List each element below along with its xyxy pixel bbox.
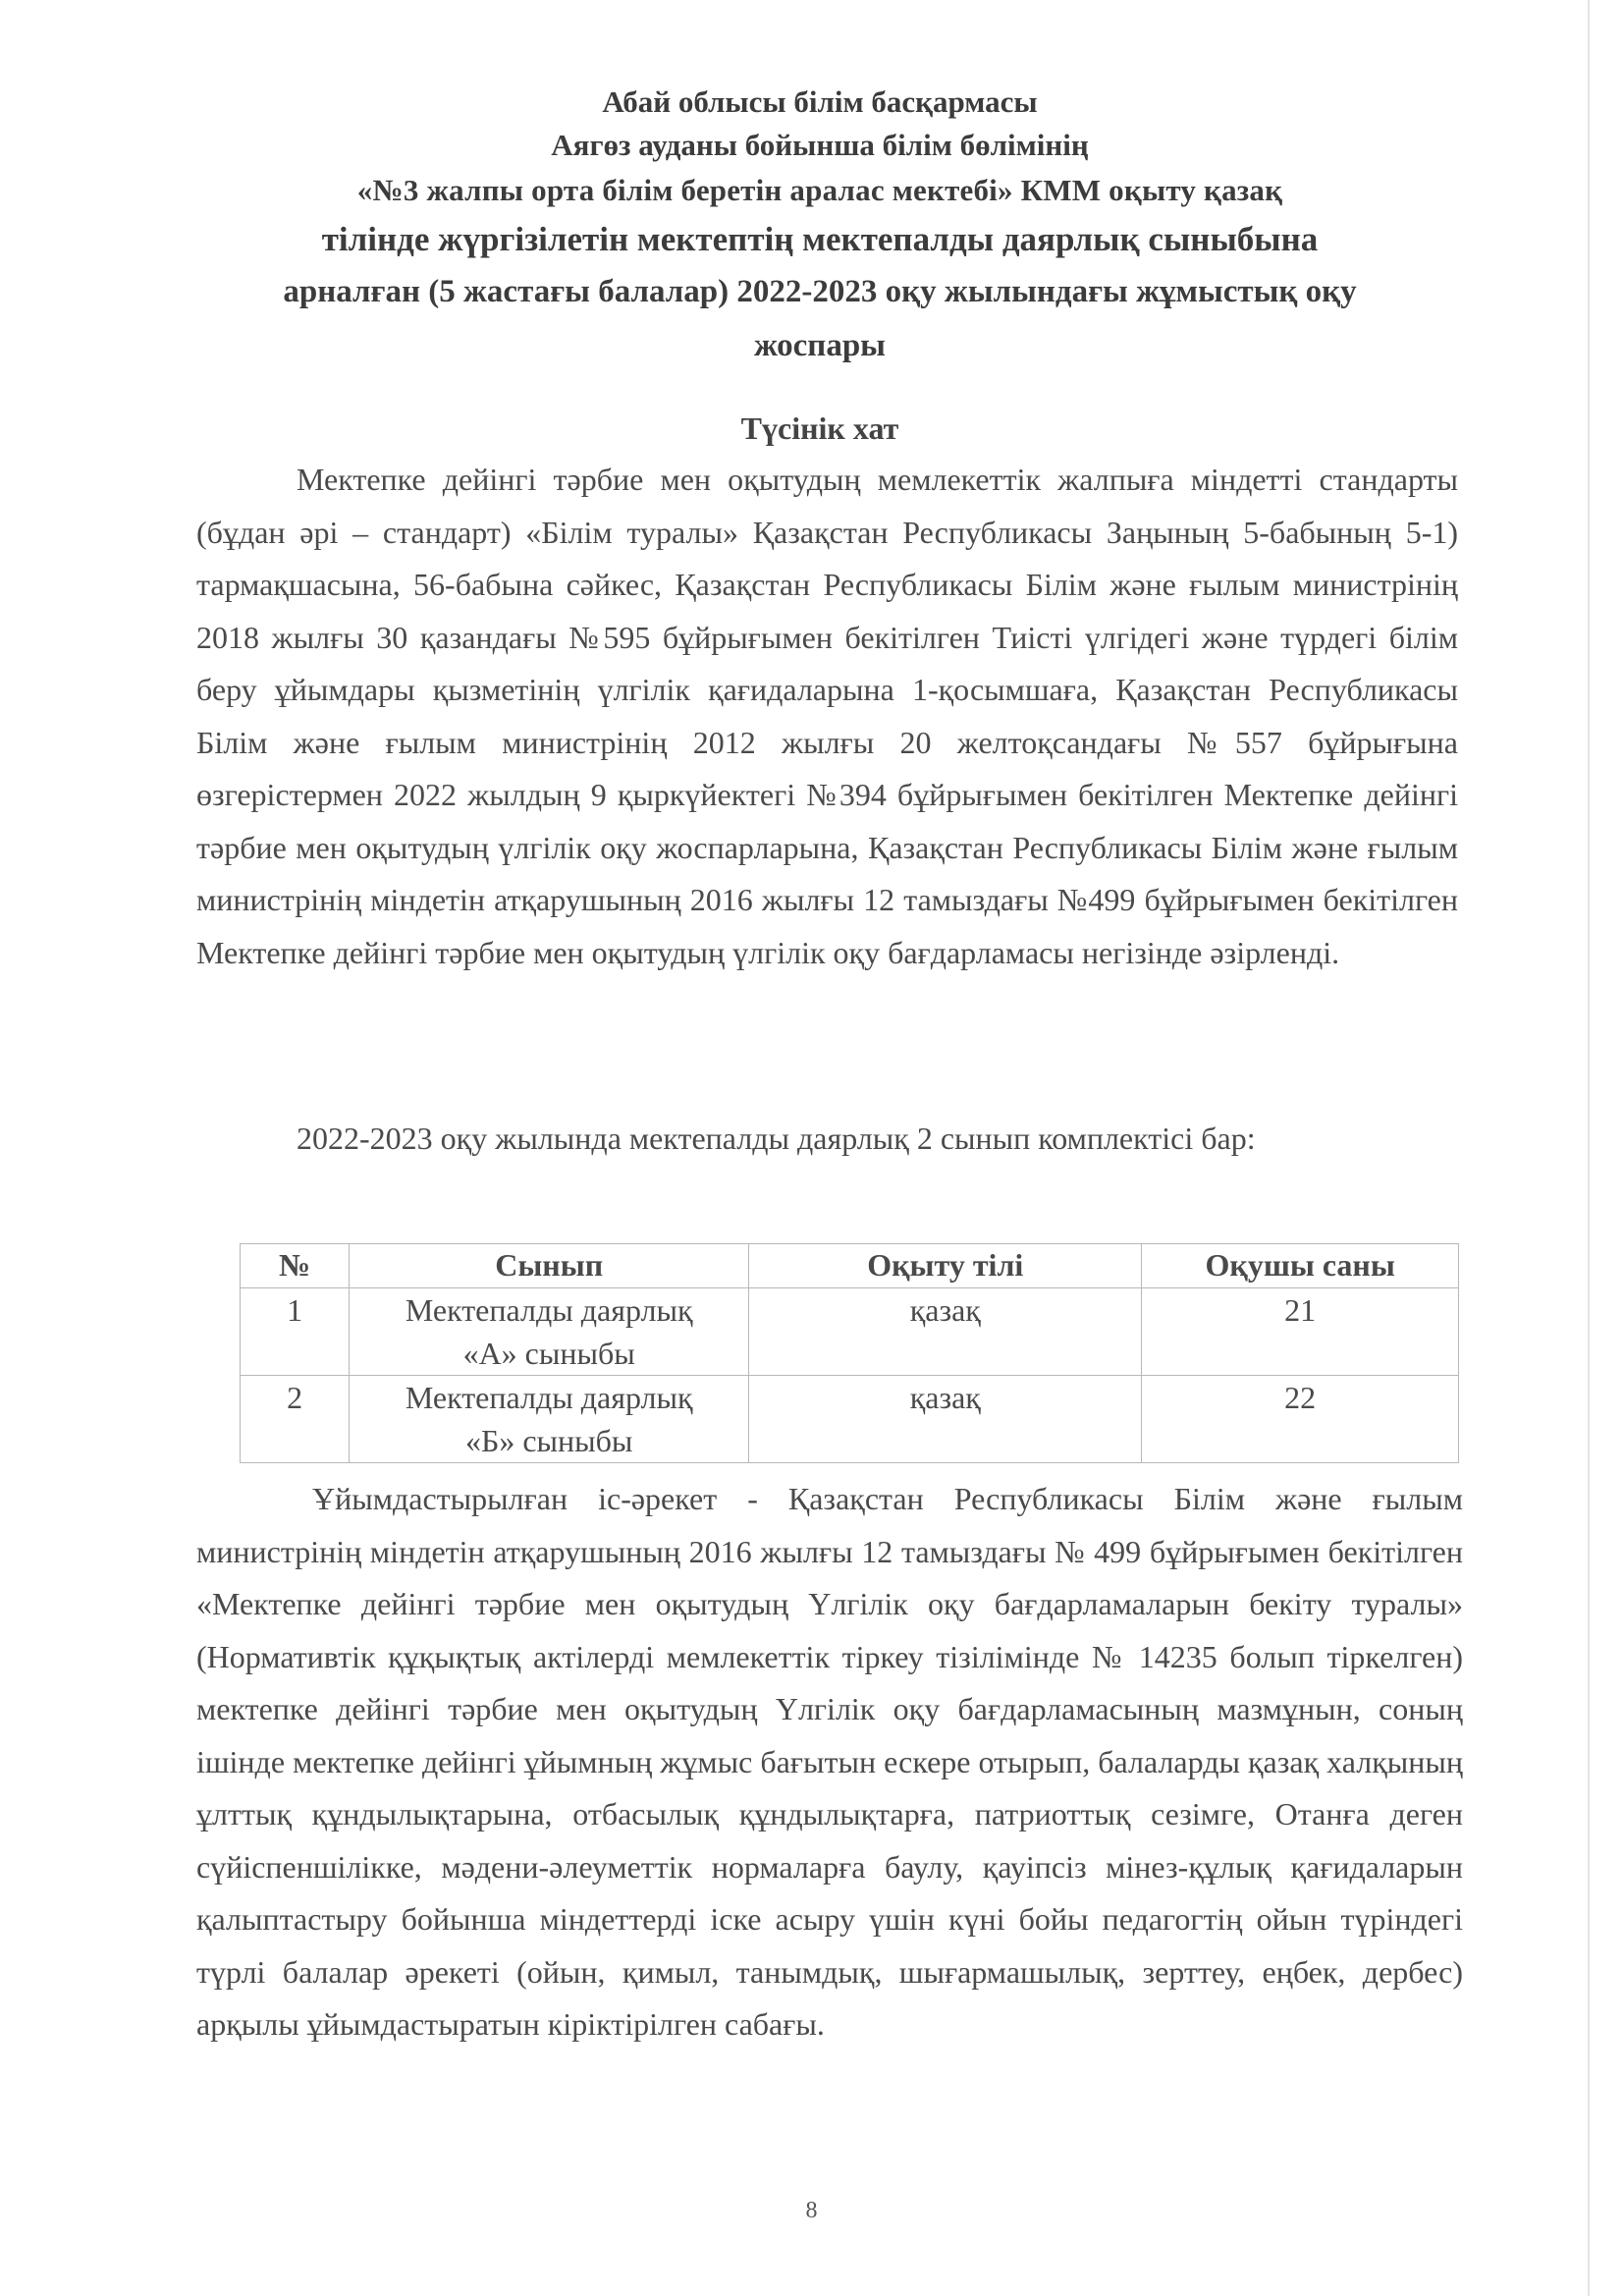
header-class: Сынып	[350, 1244, 749, 1288]
cell-number: 2	[241, 1376, 350, 1463]
header-line-5: арналған (5 жастағы балалар) 2022-2023 оқу жылындағы жұмыстық оқу	[283, 274, 1357, 309]
document-header	[187, 81, 1453, 373]
header-line-6: жоспары	[754, 328, 886, 363]
paragraph-2	[196, 1113, 1458, 1166]
cell-language: қазақ	[749, 1288, 1142, 1376]
cell-class	[350, 1288, 749, 1376]
header-count: Оқушы саны	[1142, 1244, 1459, 1288]
cell-class-line-1: Мектепалды даярлық	[405, 1292, 693, 1328]
paragraph-2-text: 2022-2023 оқу жылында мектепалды даярлық 2 сынып комплектісі бар:	[297, 1121, 1256, 1156]
cell-language: қазақ	[749, 1376, 1142, 1463]
cell-count: 22	[1142, 1376, 1459, 1463]
scan-edge-line	[1588, 0, 1590, 2296]
paragraph-3-text: Ұйымдастырылған іс-әрекет - Қазақстан Республикасы Білім және ғылым министрінің міндетін атқарушының 2016 жылғы 12 тамыздағы № 499 бұйрығымен бекітілген «Мектепке дейінгі тәрбие мен оқытудың Үлгілік оқу бағдарламаларын бекіту туралы» (Нормативтік құқықтық актілерді мемлекеттік тіркеу тізілімінде № 14235 болып тіркелген) мектепке дейінгі тәрбие мен оқытудың Үлгілік оқу бағдарламасының мазмұнын, соның ішінде мектепке дейінгі ұйымның жұмыс бағытын ескере отырып, балаларды қазақ халқының ұлттық құндылықтарына, отбасылық құндылықтарға, патриоттық сезімге, Отанға деген сүйіспеншілікке, мәдени-әлеуметтік нормаларға баулу, қауіпсіз мінез-құлық қағидаларын қалыптастыру бойынша міндеттерді іске асыру үшін күні бойы педагогтің ойын түріндегі түрлі балалар әрекеті (ойын, қимыл, танымдық, шығармашылық, зерттеу, еңбек, дербес) арқылы ұйымдастыратын кіріктірілген сабағы.	[196, 1481, 1463, 2042]
table-row	[241, 1376, 1459, 1463]
table-row	[241, 1288, 1459, 1376]
page-number: 8	[805, 2198, 818, 2223]
class-table	[240, 1243, 1459, 1463]
cell-count: 21	[1142, 1288, 1459, 1376]
table-header-row	[241, 1244, 1459, 1288]
cell-number: 1	[241, 1288, 350, 1376]
cell-class	[350, 1376, 749, 1463]
header-line-1: Абай облысы білім басқармасы	[602, 84, 1038, 119]
header-line-3: «№3 жалпы орта білім беретін аралас мектебі» КММ оқыту қазақ	[356, 173, 1283, 207]
header-line-2: Аягөз ауданы бойынша білім бөлімінің	[551, 128, 1089, 162]
header-language: Оқыту тілі	[749, 1244, 1142, 1288]
cell-class-line-2: «Б» сыныбы	[464, 1423, 633, 1458]
paragraph-1-text: Мектепке дейінгі тәрбие мен оқытудың мемлекеттік жалпыға міндетті стандарты (бұдан әрі – стандарт) «Білім туралы» Қазақстан Республикасы Заңының 5-бабының 5-1) тармақшасына, 56-бабына сәйкес, Қазақстан Республикасы Білім және ғылым министрінің 2018 жылғы 30 қазандағы №595 бұйрығымен бекітілген Тиісті үлгідегі және түрдегі білім беру ұйымдары қызметінің үлгілік қағидаларына 1-қосымшаға, Қазақстан Республикасы Білім және ғылым министрінің 2012 жылғы 20 желтоқсандағы №557 бұйрығына өзгерістермен 2022 жылдың 9 қыркүйектегі №394 бұйрығымен бекітілген Мектепке дейінгі тәрбие мен оқытудың үлгілік оқу жоспарларына, Қазақстан Республикасы Білім және ғылым министрінің міндетін атқарушының 2016 жылғы 12 тамыздағы №499 бұйрығымен бекітілген Мектепке дейінгі тәрбие мен оқытудың үлгілік оқу бағдарламасы негізінде әзірленді.	[196, 462, 1458, 970]
section-title: Түсінік хат	[740, 410, 899, 446]
header-line-4: тілінде жүргізілетін мектептің мектепалды даярлық сыныбына	[321, 220, 1319, 258]
paragraph-3	[196, 1473, 1463, 2051]
cell-class-line-1: Мектепалды даярлық	[405, 1380, 693, 1415]
cell-class-line-2: «А» сыныбы	[462, 1336, 635, 1371]
paragraph-1	[196, 454, 1458, 979]
header-number: №	[241, 1244, 350, 1288]
